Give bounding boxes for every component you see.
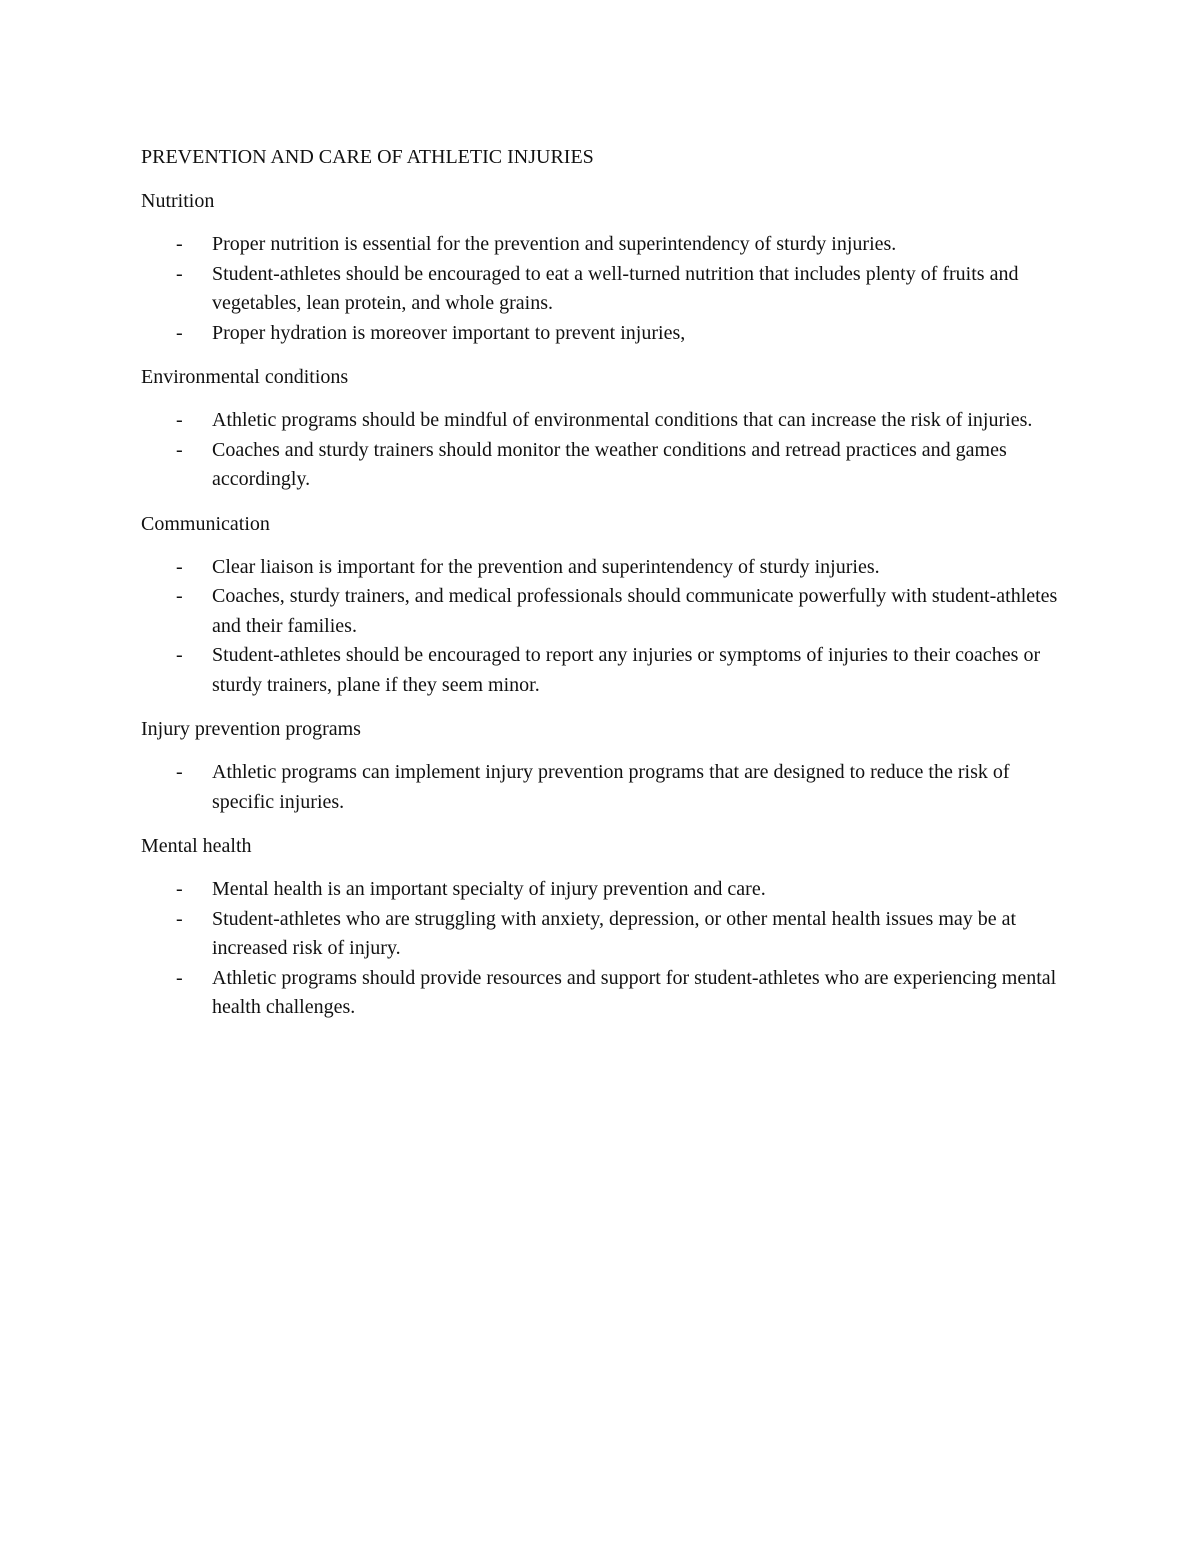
dash-bullet-icon: -: [176, 585, 183, 607]
section-heading: Nutrition: [141, 190, 215, 212]
bullet-list: [141, 406, 1061, 495]
list-item: [141, 875, 1061, 905]
document-section: [141, 362, 1061, 495]
dash-bullet-icon: -: [176, 878, 183, 900]
dash-bullet-icon: -: [176, 262, 183, 285]
section-heading: Environmental conditions: [141, 366, 349, 388]
bullet-list: [141, 553, 1061, 701]
list-item: [141, 406, 1061, 436]
document-section: [141, 509, 1061, 701]
section-heading: Injury prevention programs: [141, 718, 361, 740]
section-heading: Mental health: [141, 835, 252, 857]
list-item-text: Proper nutrition is essential for the prevention and superintendency of sturdy injuries.: [212, 233, 897, 255]
list-item-text: Athletic programs should be mindful of environmental conditions that can increase the risk of injuries.: [212, 409, 1033, 431]
bullet-list: [141, 758, 1061, 817]
document-body: [141, 186, 1061, 1023]
list-item-text: Athletic programs should provide resources and support for student-athletes who are experiencing mental health challenges.: [212, 966, 1057, 1018]
dash-bullet-icon: -: [176, 555, 183, 578]
list-item: [141, 230, 1061, 260]
list-item: [141, 964, 1061, 1023]
list-item-text: Student-athletes who are struggling with anxiety, depression, or other mental health issues may be at increased risk of injury.: [212, 907, 1017, 959]
list-item-text: Coaches and sturdy trainers should monitor the weather conditions and retread practices and games accordingly.: [212, 438, 1007, 490]
section-heading: Communication: [141, 512, 270, 535]
list-item-text: Proper hydration is moreover important to prevent injuries,: [212, 321, 686, 344]
list-item: [141, 260, 1061, 319]
list-item: [141, 319, 1061, 349]
document-page: [141, 142, 1061, 1023]
list-item: [141, 905, 1061, 964]
list-item: [141, 758, 1061, 817]
document-section: [141, 831, 1061, 1023]
document-section: [141, 714, 1061, 817]
list-item-text: Coaches, sturdy trainers, and medical professionals should communicate powerfully with student-athletes and their families.: [212, 585, 1058, 637]
list-item: [141, 436, 1061, 495]
dash-bullet-icon: -: [176, 644, 183, 666]
list-item-text: Clear liaison is important for the prevention and superintendency of sturdy injuries.: [212, 555, 880, 578]
list-item-text: Mental health is an important specialty of injury prevention and care.: [212, 878, 766, 900]
list-item: [141, 553, 1061, 583]
dash-bullet-icon: -: [176, 761, 183, 783]
list-item: [141, 582, 1061, 641]
list-item-text: Student-athletes should be encouraged to report any injuries or symptoms of injuries to their coaches or sturdy trainers, plane if they seem minor.: [212, 644, 1041, 696]
list-item-text: Athletic programs can implement injury prevention programs that are designed to reduce the risk of specific injuries.: [212, 761, 1010, 813]
dash-bullet-icon: -: [176, 907, 183, 930]
list-item: [141, 641, 1061, 700]
dash-bullet-icon: -: [176, 321, 183, 344]
dash-bullet-icon: -: [176, 966, 183, 989]
dash-bullet-icon: -: [176, 409, 183, 431]
document-section: [141, 186, 1061, 348]
document-title: PREVENTION AND CARE OF ATHLETIC INJURIES: [141, 146, 594, 168]
list-item-text: Student-athletes should be encouraged to eat a well-turned nutrition that includes plenty of fruits and vegetables, lean protein, and whole grains.: [212, 262, 1019, 314]
dash-bullet-icon: -: [176, 438, 183, 461]
dash-bullet-icon: -: [176, 233, 183, 255]
bullet-list: [141, 230, 1061, 348]
bullet-list: [141, 875, 1061, 1023]
